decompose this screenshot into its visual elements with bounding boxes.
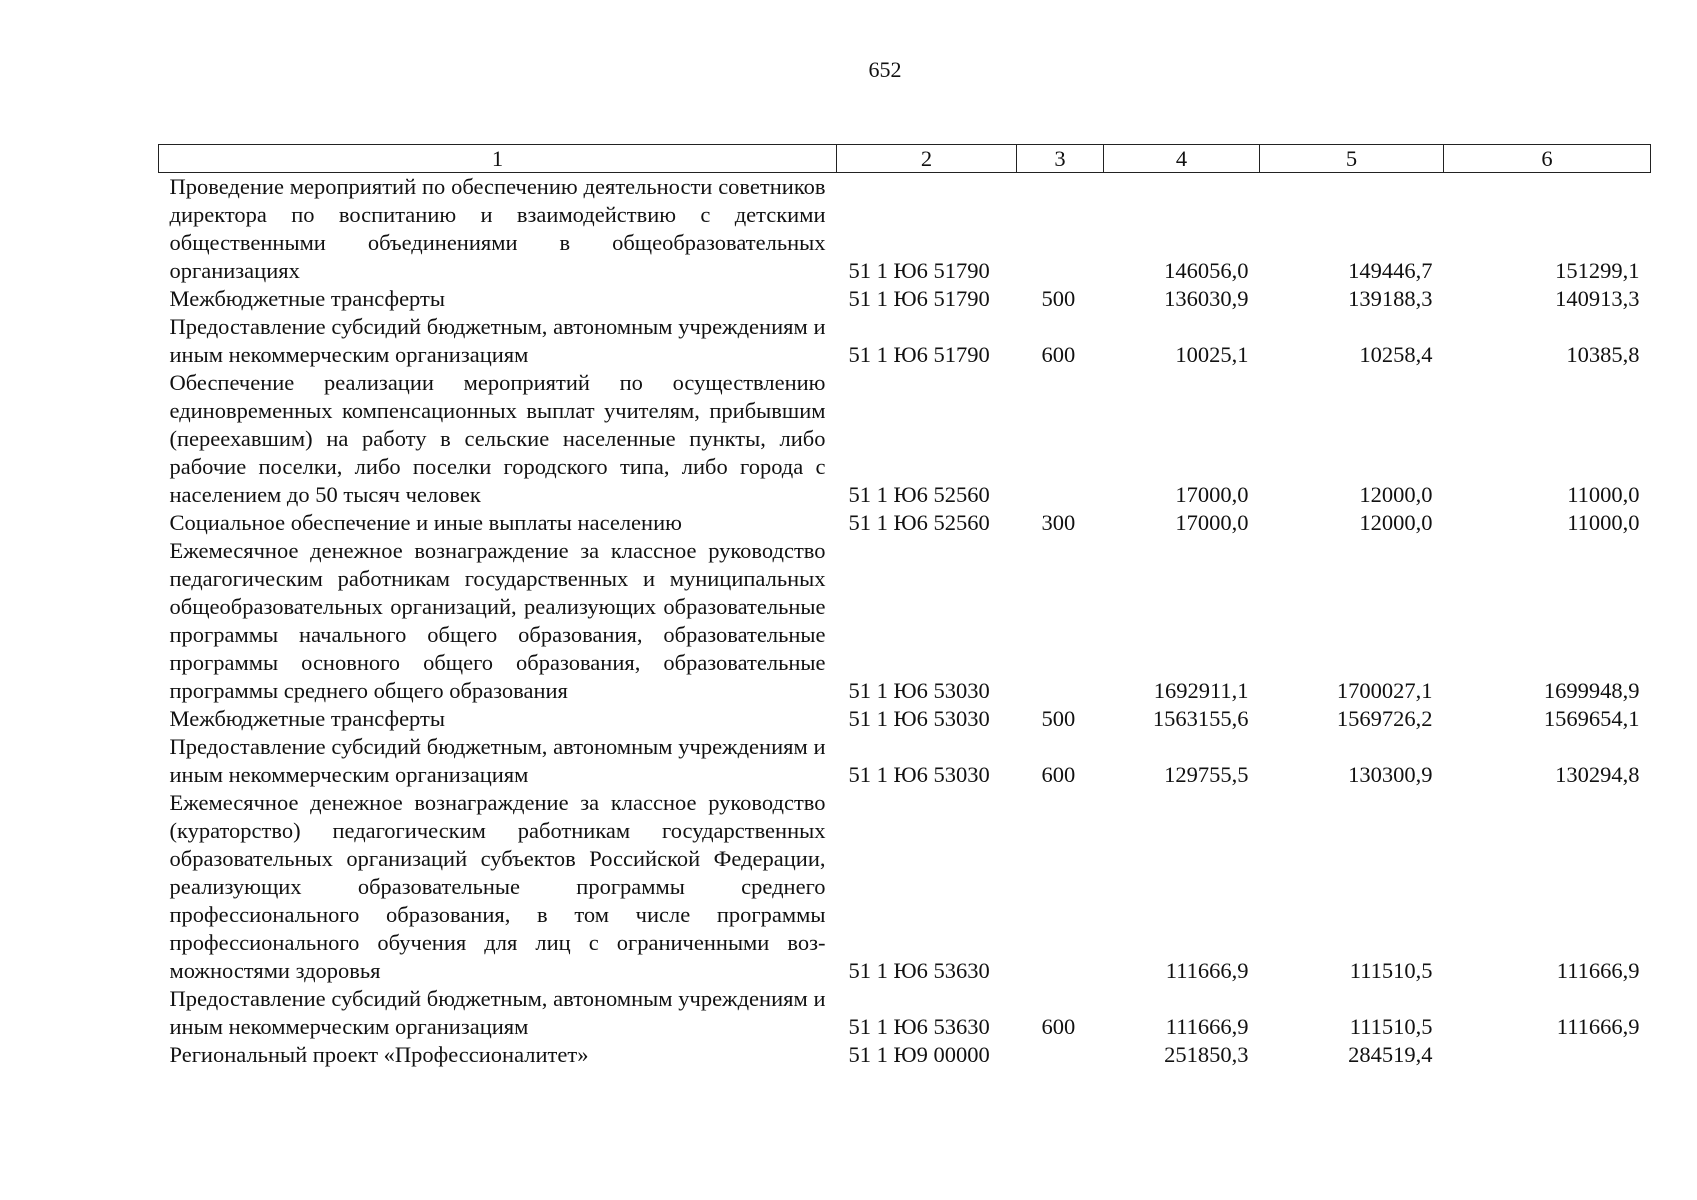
row-value-1: 1563155,6 [1152, 706, 1249, 731]
row-name: Предоставление субсидий бюджетным, автономным учреждениям и иным некоммерческим организациям [169, 986, 826, 1039]
row-value-2: 12000,0 [1359, 510, 1433, 535]
row-value-1: 136030,9 [1164, 286, 1249, 311]
row-value-3: 151299,1 [1555, 258, 1640, 283]
row-value-2: 149446,7 [1348, 258, 1433, 283]
row-value-2: 10258,4 [1359, 342, 1433, 367]
row-name: Социальное обеспечение и иные выплаты населению [169, 510, 682, 535]
row-value-3: 11000,0 [1567, 482, 1640, 507]
page-number: 652 [868, 57, 902, 82]
row-value-3: 111666,9 [1556, 1014, 1640, 1039]
row-code: 51 1 Ю6 53630 [848, 1014, 990, 1039]
row-code: 51 1 Ю6 53030 [848, 678, 990, 703]
row-code: 51 1 Ю6 53630 [848, 958, 990, 983]
row-value-2: 12000,0 [1359, 482, 1433, 507]
table-row [159, 537, 1651, 705]
column-header-3: 3 [1017, 145, 1104, 173]
row-value-1: 146056,0 [1164, 258, 1249, 283]
row-expense-type [1017, 173, 1104, 286]
row-value-1: 111666,9 [1165, 958, 1249, 983]
row-expense-type [1017, 1041, 1104, 1069]
table-row [159, 985, 1651, 1041]
row-name: Межбюджетные трансферты [169, 286, 445, 311]
row-name: Межбюджетные трансферты [169, 706, 445, 731]
row-code: 51 1 Ю6 51790 [848, 342, 990, 367]
row-name: Предоставление субсидий бюджетным, автономным учреждениям и иным некоммерческим организациям [169, 314, 826, 367]
column-header-6: 6 [1444, 145, 1651, 173]
row-value-3: 1699948,9 [1543, 678, 1640, 703]
row-value-1: 17000,0 [1175, 482, 1249, 507]
column-header-4: 4 [1104, 145, 1260, 173]
row-value-3: 111666,9 [1556, 958, 1640, 983]
row-value-1: 17000,0 [1175, 510, 1249, 535]
row-name: Региональный проект «Профессионалитет» [169, 1042, 589, 1067]
table-row [159, 285, 1651, 313]
row-expense-type: 600 [1041, 1014, 1076, 1039]
row-expense-type: 600 [1041, 342, 1076, 367]
row-value-2: 1569726,2 [1336, 706, 1433, 731]
table-row [159, 509, 1651, 537]
row-code: 51 1 Ю6 51790 [848, 286, 990, 311]
row-value-2: 284519,4 [1348, 1042, 1433, 1067]
row-code: 51 1 Ю6 53030 [848, 762, 990, 787]
row-value-1: 251850,3 [1164, 1042, 1249, 1067]
table-header [159, 145, 1651, 173]
row-value-3 [1444, 1041, 1651, 1069]
row-expense-type [1017, 789, 1104, 985]
budget-table [158, 144, 1651, 1069]
column-header-1: 1 [159, 145, 837, 173]
table-row [159, 313, 1651, 369]
row-value-1: 129755,5 [1164, 762, 1249, 787]
row-code: 51 1 Ю6 51790 [848, 258, 990, 283]
row-name: Ежемесячное денежное вознаграждение за классное руководство педагогическим работникам государственных и муниципальных общеобразовательных организаций, реализующих образовательные программы начального общего образования, образовательные программы основного общего образования, образовательные программы среднего общего образования [169, 538, 826, 703]
table-row [159, 173, 1651, 286]
table-body [159, 173, 1651, 1070]
row-value-2: 139188,3 [1348, 286, 1433, 311]
row-name: Проведение мероприятий по обеспечению деятельности советников директора по воспитанию и взаимодействию с детскими общественными объединениями в общеобразовательных организациях [169, 174, 826, 283]
row-value-3: 11000,0 [1567, 510, 1640, 535]
column-header-5: 5 [1260, 145, 1444, 173]
row-code: 51 1 Ю9 00000 [848, 1042, 990, 1067]
table-row [159, 789, 1651, 985]
row-value-2: 130300,9 [1348, 762, 1433, 787]
row-value-2: 111510,5 [1349, 1014, 1433, 1039]
row-name: Ежемесячное денежное вознаграждение за классное руководство (кураторство) педагогическим работникам государственных образовательных организаций субъектов Российской Федерации, реализующих образовательные программы среднего профессионального образования, в том числе программы профессионального обучения для лиц с ограниченными возможностями здоровья [169, 790, 826, 983]
column-header-2: 2 [837, 145, 1017, 173]
row-value-3: 140913,3 [1555, 286, 1640, 311]
table-row [159, 733, 1651, 789]
row-value-1: 111666,9 [1165, 1014, 1249, 1039]
row-expense-type [1017, 369, 1104, 509]
table-row [159, 705, 1651, 733]
row-expense-type [1017, 537, 1104, 705]
row-value-3: 10385,8 [1566, 342, 1640, 367]
row-value-1: 1692911,1 [1153, 678, 1249, 703]
row-expense-type: 500 [1041, 706, 1076, 731]
row-code: 51 1 Ю6 52560 [848, 482, 990, 507]
header-row [159, 145, 1651, 173]
row-value-3: 1569654,1 [1543, 706, 1640, 731]
row-value-3: 130294,8 [1555, 762, 1640, 787]
row-value-2: 1700027,1 [1336, 678, 1433, 703]
row-value-1: 10025,1 [1175, 342, 1249, 367]
row-expense-type: 300 [1041, 510, 1076, 535]
row-name: Предоставление субсидий бюджетным, автономным учреждениям и иным некоммерческим организациям [169, 734, 826, 787]
row-name: Обеспечение реализации мероприятий по осуществлению единовременных компенсационных выплат учителям, прибывшим (переехавшим) на работу в сельские населенные пункты, либо рабочие поселки, либо поселки городского типа, либо города с населением до 50 тысяч человек [169, 370, 826, 507]
row-expense-type: 500 [1041, 286, 1076, 311]
row-code: 51 1 Ю6 53030 [848, 706, 990, 731]
row-code: 51 1 Ю6 52560 [848, 510, 990, 535]
table-row [159, 1041, 1651, 1069]
row-expense-type: 600 [1041, 762, 1076, 787]
row-value-2: 111510,5 [1349, 958, 1433, 983]
table-row [159, 369, 1651, 509]
